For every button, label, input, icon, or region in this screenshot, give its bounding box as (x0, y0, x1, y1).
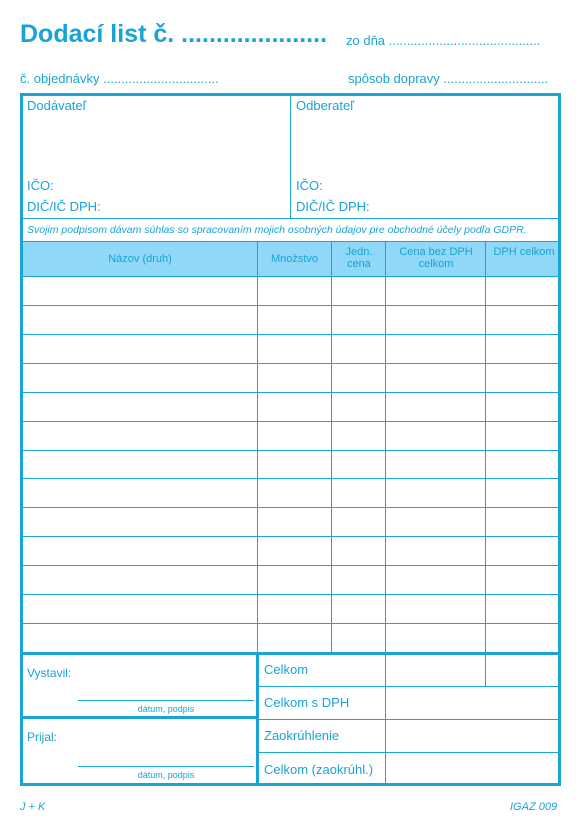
summary-vat-line (485, 652, 486, 686)
document-title: Dodací list č. ..................... (20, 20, 328, 48)
table-row-line (23, 594, 558, 595)
supplier-dic-label: DIČ/IČ DPH: (27, 199, 101, 214)
table-row-line (23, 392, 558, 393)
summary-divider (256, 652, 259, 783)
table-row-line (23, 363, 558, 364)
supplier-ico-label: IČO: (27, 178, 54, 193)
table-column-line (485, 242, 486, 652)
total-rounded-label: Celkom (zaokrúhl.) (264, 762, 374, 777)
issued-by-signature-line (78, 700, 254, 701)
parties-bottom-line (23, 218, 558, 219)
table-row-line (23, 305, 558, 306)
column-header-unit-price: Jedn. cena (345, 246, 373, 270)
issued-by-date-sign-label: dátum, podpis (137, 704, 195, 714)
received-by-label: Prijal: (27, 730, 58, 744)
table-row-line (23, 334, 558, 335)
column-header-price-without-vat: Cena bez DPH celkom (399, 246, 473, 270)
table-row-line (23, 507, 558, 508)
transport-method-label: spôsob dopravy ............................. (348, 71, 549, 86)
gdpr-consent-text: Svojim podpisom dávam súhlas so spracovaním mojich osobných údajov pre obchodné účely podľa GDPR. (27, 224, 527, 236)
table-header-bottom-line (23, 276, 558, 277)
summary-value-line (385, 652, 386, 783)
table-column-line (385, 242, 386, 652)
column-header-quantity: Množstvo (270, 253, 319, 265)
supplier-label: Dodávateľ (27, 98, 87, 113)
table-column-line (257, 242, 258, 652)
footer-left-mark: J + K (20, 801, 46, 813)
footer-form-code: IGAZ 009 (510, 801, 558, 813)
date-label: zo dňa .......................................... (346, 33, 541, 48)
table-row-line (23, 450, 558, 451)
parties-divider (290, 96, 291, 218)
total-label: Celkom (264, 662, 309, 677)
received-by-date-sign-label: dátum, podpis (137, 770, 195, 780)
column-header-name: Názov (druh) (108, 253, 172, 265)
received-by-signature-line (78, 766, 254, 767)
table-column-line (331, 242, 332, 652)
order-number-label: č. objednávky ................................ (20, 71, 219, 86)
rounding-label: Zaokrúhlenie (264, 728, 340, 743)
summary-row-line (259, 719, 558, 720)
table-row-line (23, 623, 558, 624)
table-row-line (23, 565, 558, 566)
customer-dic-label: DIČ/IČ DPH: (296, 199, 370, 214)
table-row-line (23, 421, 558, 422)
summary-row-line (259, 686, 558, 687)
summary-top-line (23, 652, 558, 655)
summary-row-line (259, 752, 558, 753)
signature-divider (23, 716, 256, 719)
total-with-vat-label: Celkom s DPH (264, 695, 350, 710)
table-row-line (23, 478, 558, 479)
customer-ico-label: IČO: (296, 178, 323, 193)
column-header-vat: DPH celkom (493, 246, 555, 258)
issued-by-label: Vystavil: (27, 666, 72, 680)
customer-label: Odberateľ (296, 98, 354, 113)
table-row-line (23, 536, 558, 537)
